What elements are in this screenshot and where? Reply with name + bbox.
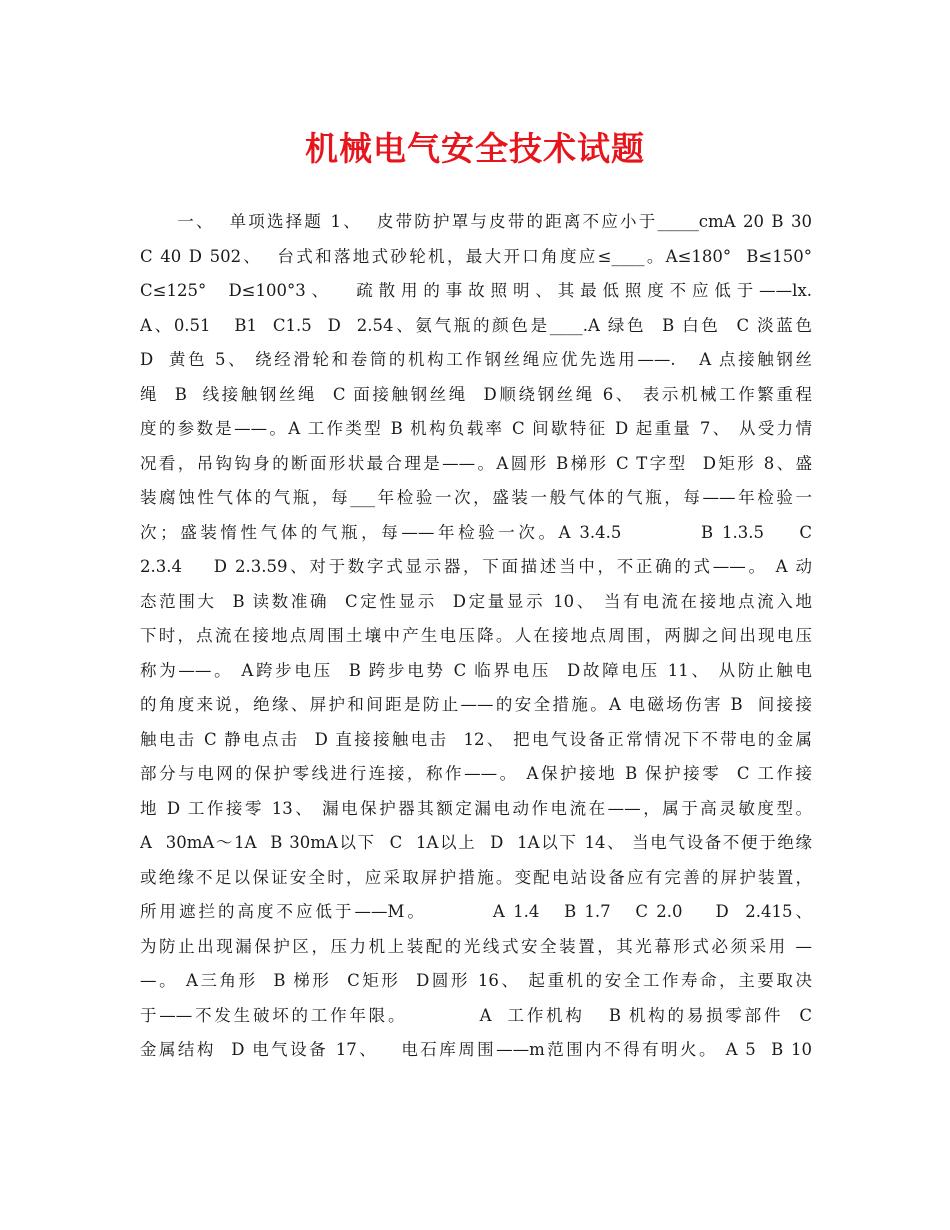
text-line: 或绝缘不足以保证安全时，应采取屏护措施。变配电站设备应有完善的屏护装置， (140, 867, 812, 887)
text-line: 所用遮拦的高度不应低于——M。 A 1.4 B 1.7 C 2.0 D 2.415、 (140, 902, 812, 921)
text-line: C≤125° D≤100°3、 疏散用的事故照明、其最低照度不应低于——lx. (140, 281, 812, 300)
text-line: 2.3.4 D 2.3.59、对于数字式显示器，下面描述当中，不正确的式——。 A 动 (140, 557, 812, 576)
text-line: 地 D 工作接零 13、 漏电保护器其额定漏电动作电流在——，属于高灵敏度型。 (140, 798, 812, 818)
text-line: 称为——。 A跨步电压 B 跨步电势 C 临界电压 D故障电压 11、 从防止触电 (140, 660, 812, 680)
text-line: 下时，点流在接地点周围土壤中产生电压降。人在接地点周围，两脚之间出现电压 (140, 626, 812, 645)
text-line: 度的参数是——。A 工作类型 B 机构负载率 C 间歇特征 D 起重量 7、 从受力情 (140, 419, 812, 438)
text-line: 部分与电网的保护零线进行连接，称作——。 A保护接地 B 保护接零 C 工作接 (140, 764, 812, 783)
page-title: 机械电气安全技术试题 (305, 129, 645, 168)
text-line: A、0.51 B1 C1.5 D 2.54、氨气瓶的颜色是____.A 绿色 B 白色 C 淡蓝色 (140, 315, 812, 335)
text-line: A 30mA～1A B 30mA以下 C 1A以上 D 1A以下 14、 当电气设备不便于绝缘 (140, 833, 812, 852)
text-line: 绳 B 线接触钢丝绳 C 面接触钢丝绳 D顺绕钢丝绳 6、 表示机械工作繁重程 (140, 384, 812, 404)
text-line: D 黄色 5、 绕经滑轮和卷筒的机构工作钢丝绳应优先选用——. A 点接触钢丝 (140, 350, 812, 369)
text-line: 金属结构 D 电气设备 17、 电石库周围——m范围内不得有明火。 A 5 B 10 (140, 1040, 812, 1059)
text-line: 况看，吊钩钩身的断面形状最合理是——。A圆形 B梯形 C T字型 D矩形 8、盛 (140, 453, 812, 473)
text-line: 为防止出现漏保护区，压力机上装配的光线式安全装置，其光幕形式必须采用 — (140, 936, 812, 956)
text-line: 态范围大 B 读数准确 C定性显示 D定量显示 10、 当有电流在接地点流入地 (140, 591, 812, 611)
text-line: 一、 单项选择题 1、 皮带防护罩与皮带的距离不应小于_____cmA 20 B 30 (140, 212, 812, 231)
text-line: 于——不发生破坏的工作年限。 A 工作机构 B 机构的易损零部件 C (140, 1005, 812, 1025)
text-line: 触电击 C 静电点击 D 直接接触电击 12、 把电气设备正常情况下不带电的金属 (140, 729, 812, 749)
text-line: C 40 D 502、 台式和落地式砂轮机，最大开口角度应≤____。A≤180° B≤150° (140, 246, 812, 266)
text-line: 的角度来说，绝缘、屏护和间距是防止——的安全措施。A 电磁场伤害 B 间接接 (140, 695, 812, 714)
question-text-body (140, 205, 812, 1068)
text-line: —。 A三角形 B 梯形 C矩形 D圆形 16、 起重机的安全工作寿命，主要取决 (140, 971, 812, 990)
text-line: 次；盛装惰性气体的气瓶，每——年检验一次。A 3.4.5 B 1.3.5 C (140, 522, 812, 542)
text-line: 装腐蚀性气体的气瓶，每___年检验一次，盛装一般气体的气瓶，每——年检验一 (140, 488, 812, 507)
